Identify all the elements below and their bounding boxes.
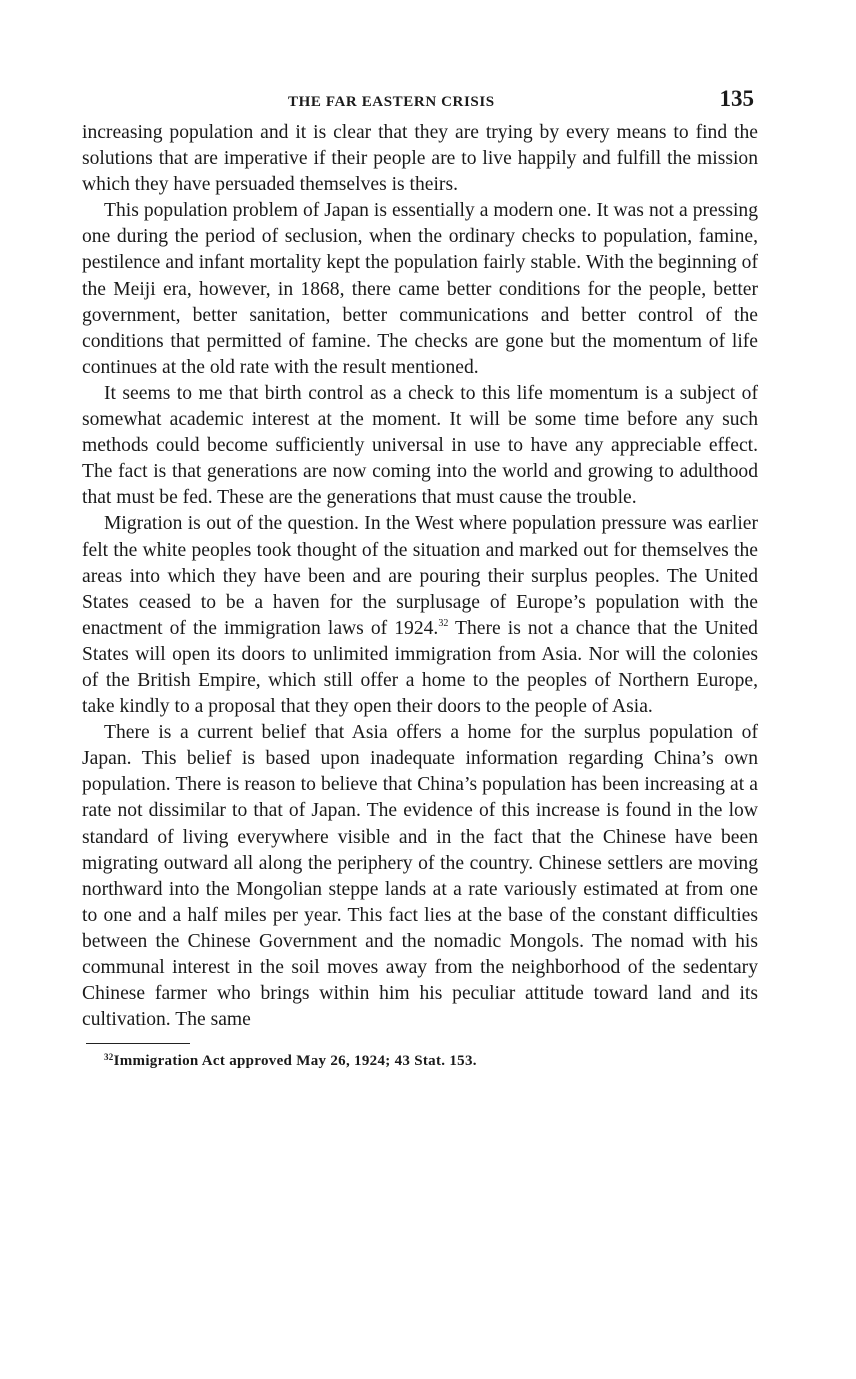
book-page: [82, 86, 758, 1070]
body-text: [82, 120, 758, 1033]
paragraph-3: It seems to me that birth control as a check to this life momentum is a subject of somewhat academic interest at the moment. It will be some time before any such methods could become sufficiently universal in use to have any appreciable effect. The fact is that generations are now coming into the world and growing to adulthood that must be fed. These are the generations that must cause the trouble.: [82, 382, 758, 509]
page-number: 135: [719, 86, 754, 111]
paragraph-4: [82, 511, 758, 720]
paragraph-2: This population problem of Japan is essentially a modern one. It was not a pressing one during the period of seclusion, when the ordinary checks to population, famine, pestilence and infant mortality kept the population fairly stable. With the beginning of the Meiji era, however, in 1868, there came better conditions for the people, better government, better sanitation, better communications and better control of the conditions that permitted of famine. The checks are gone but the momentum of life continues at the old rate with the result mentioned.: [82, 200, 758, 378]
running-title: THE FAR EASTERN CRISIS: [288, 94, 495, 110]
footnote-divider: [86, 1043, 190, 1044]
paragraph-4-text-after: There is not a chance that the United States will open its doors to unlimited immigration from Asia. Nor will the colonies of the British Empire, which still offer a home to the peoples of Northern Europe, take kindly to a proposal that they open their doors to the people of Asia.: [82, 617, 758, 718]
paragraph-4-text-before: Migration is out of the question. In the West where population pressure was earlier felt the white peoples took thought of the situation and marked out for themselves the areas into which they have been and are pouring their surplus peoples. The United States ceased to be a haven for the surplusage of Europe’s population with the enactment of the immigration laws of 1924.: [82, 513, 758, 639]
footnote-reference: 32: [438, 617, 449, 629]
running-header: [82, 86, 758, 120]
paragraph-5: There is a current belief that Asia offers a home for the surplus population of Japan. This belief is based upon inadequate information regarding China’s own population. There is reason to believe that China’s population has been increasing at a rate not dissimilar to that of Japan. The evidence of this increase is found in the low standard of living everywhere visible and in the fact that the Chinese have been migrating outward all along the periphery of the country. Chinese settlers are moving northward into the Mongolian steppe lands at a rate variously estimated at from one to one and a half miles per year. This fact lies at the base of the constant difficulties between the Chinese Government and the nomadic Mongols. The nomad with his communal interest in the soil moves away from the neighborhood of the sedentary Chinese farmer who brings within him his peculiar attitude toward land and its cultivation. The same: [82, 722, 758, 1031]
paragraph-1: increasing population and it is clear that they are trying by every means to find the solutions that are imperative if their people are to live happily and fulfill the mission which they have persuaded themselves is theirs.: [82, 122, 758, 196]
footnote-text: Immigration Act approved May 26, 1924; 43 Stat. 153.: [113, 1053, 477, 1070]
footnote: [104, 1053, 758, 1070]
footnote-marker: 32: [104, 1052, 114, 1063]
